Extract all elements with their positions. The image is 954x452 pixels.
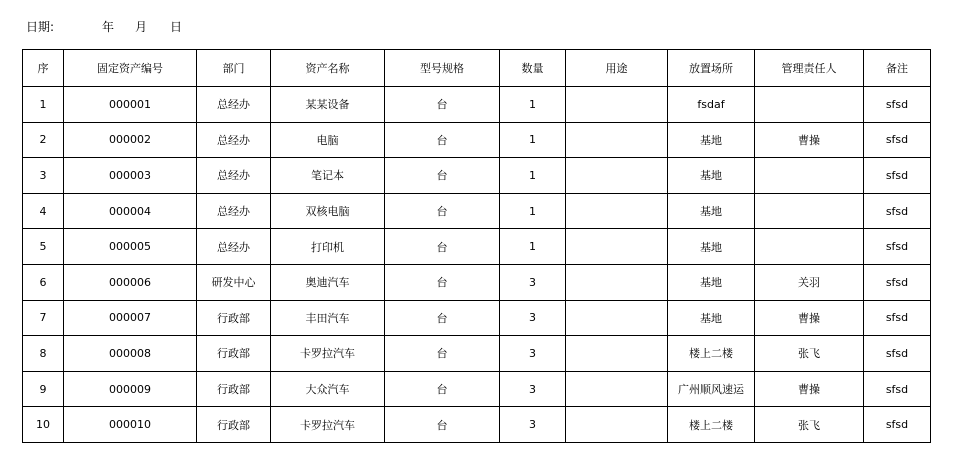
cell-asset-number: 000005 [64,229,197,265]
cell-quantity: 3 [500,336,566,372]
cell-asset-name: 电脑 [271,122,385,158]
cell-department: 总经办 [197,193,271,229]
cell-department: 研发中心 [197,264,271,300]
column-header-department: 部门 [197,50,271,87]
cell-purpose [566,300,668,336]
cell-asset-name: 大众汽车 [271,371,385,407]
table-body [23,87,931,443]
cell-custodian: 张飞 [755,336,864,372]
cell-department: 行政部 [197,371,271,407]
table-row [23,371,931,407]
cell-model-spec: 台 [385,371,500,407]
cell-custodian: 张飞 [755,407,864,443]
cell-asset-name: 打印机 [271,229,385,265]
cell-location: fsdaf [668,87,755,123]
cell-remarks: sfsd [864,229,931,265]
cell-location: 基地 [668,229,755,265]
cell-purpose [566,193,668,229]
table-row [23,193,931,229]
cell-quantity: 1 [500,122,566,158]
cell-quantity: 3 [500,371,566,407]
cell-purpose [566,336,668,372]
table-row [23,300,931,336]
cell-location: 基地 [668,300,755,336]
cell-purpose [566,122,668,158]
column-header-quantity: 数量 [500,50,566,87]
cell-department: 总经办 [197,229,271,265]
cell-model-spec: 台 [385,229,500,265]
cell-custodian: 曹操 [755,371,864,407]
cell-remarks: sfsd [864,87,931,123]
cell-quantity: 1 [500,193,566,229]
cell-asset-name: 卡罗拉汽车 [271,407,385,443]
month-label: 月 [135,20,148,34]
cell-location: 广州顺风速运 [668,371,755,407]
cell-quantity: 1 [500,87,566,123]
cell-index: 2 [23,122,64,158]
cell-custodian: 曹操 [755,122,864,158]
cell-model-spec: 台 [385,193,500,229]
cell-asset-number: 000001 [64,87,197,123]
cell-asset-number: 000004 [64,193,197,229]
cell-model-spec: 台 [385,407,500,443]
cell-quantity: 3 [500,300,566,336]
column-header-index: 序 [23,50,64,87]
cell-department: 总经办 [197,158,271,194]
cell-custodian [755,193,864,229]
cell-remarks: sfsd [864,336,931,372]
date-label: 日期: [26,20,55,34]
column-header-asset-name: 资产名称 [271,50,385,87]
cell-quantity: 1 [500,158,566,194]
cell-index: 3 [23,158,64,194]
cell-index: 9 [23,371,64,407]
cell-index: 6 [23,264,64,300]
cell-remarks: sfsd [864,122,931,158]
cell-quantity: 3 [500,407,566,443]
cell-remarks: sfsd [864,300,931,336]
cell-department: 总经办 [197,122,271,158]
cell-location: 基地 [668,122,755,158]
cell-remarks: sfsd [864,407,931,443]
cell-model-spec: 台 [385,122,500,158]
year-label: 年 [102,20,115,34]
cell-asset-number: 000010 [64,407,197,443]
cell-quantity: 3 [500,264,566,300]
table-row [23,264,931,300]
cell-custodian [755,229,864,265]
column-header-custodian: 管理责任人 [755,50,864,87]
cell-index: 8 [23,336,64,372]
cell-asset-number: 000003 [64,158,197,194]
cell-location: 基地 [668,193,755,229]
cell-index: 10 [23,407,64,443]
cell-quantity: 1 [500,229,566,265]
column-header-location: 放置场所 [668,50,755,87]
table-row [23,87,931,123]
asset-table [22,49,931,443]
cell-asset-name: 卡罗拉汽车 [271,336,385,372]
cell-remarks: sfsd [864,158,931,194]
cell-purpose [566,87,668,123]
cell-location: 楼上二楼 [668,407,755,443]
cell-remarks: sfsd [864,264,931,300]
cell-asset-name: 笔记本 [271,158,385,194]
cell-purpose [566,371,668,407]
cell-asset-name: 双核电脑 [271,193,385,229]
cell-custodian: 曹操 [755,300,864,336]
cell-index: 5 [23,229,64,265]
cell-custodian: 关羽 [755,264,864,300]
cell-department: 总经办 [197,87,271,123]
cell-asset-name: 奥迪汽车 [271,264,385,300]
column-header-asset-number: 固定资产编号 [64,50,197,87]
cell-model-spec: 台 [385,87,500,123]
cell-asset-name: 丰田汽车 [271,300,385,336]
cell-model-spec: 台 [385,336,500,372]
cell-asset-number: 000008 [64,336,197,372]
cell-purpose [566,158,668,194]
cell-model-spec: 台 [385,300,500,336]
cell-asset-number: 000007 [64,300,197,336]
cell-index: 1 [23,87,64,123]
cell-department: 行政部 [197,336,271,372]
table-row [23,229,931,265]
cell-department: 行政部 [197,407,271,443]
table-row [23,407,931,443]
column-header-purpose: 用途 [566,50,668,87]
cell-asset-number: 000002 [64,122,197,158]
cell-location: 基地 [668,158,755,194]
cell-purpose [566,264,668,300]
cell-asset-name: 某某设备 [271,87,385,123]
table-row [23,122,931,158]
cell-index: 4 [23,193,64,229]
cell-department: 行政部 [197,300,271,336]
cell-remarks: sfsd [864,193,931,229]
table-header-row [23,50,931,87]
cell-asset-number: 000006 [64,264,197,300]
day-label: 日 [170,20,183,34]
cell-model-spec: 台 [385,264,500,300]
cell-custodian [755,87,864,123]
cell-purpose [566,407,668,443]
table-row [23,336,931,372]
cell-location: 楼上二楼 [668,336,755,372]
column-header-remarks: 备注 [864,50,931,87]
cell-purpose [566,229,668,265]
column-header-model-spec: 型号规格 [385,50,500,87]
cell-custodian [755,158,864,194]
cell-asset-number: 000009 [64,371,197,407]
cell-model-spec: 台 [385,158,500,194]
table-row [23,158,931,194]
cell-location: 基地 [668,264,755,300]
cell-remarks: sfsd [864,371,931,407]
cell-index: 7 [23,300,64,336]
